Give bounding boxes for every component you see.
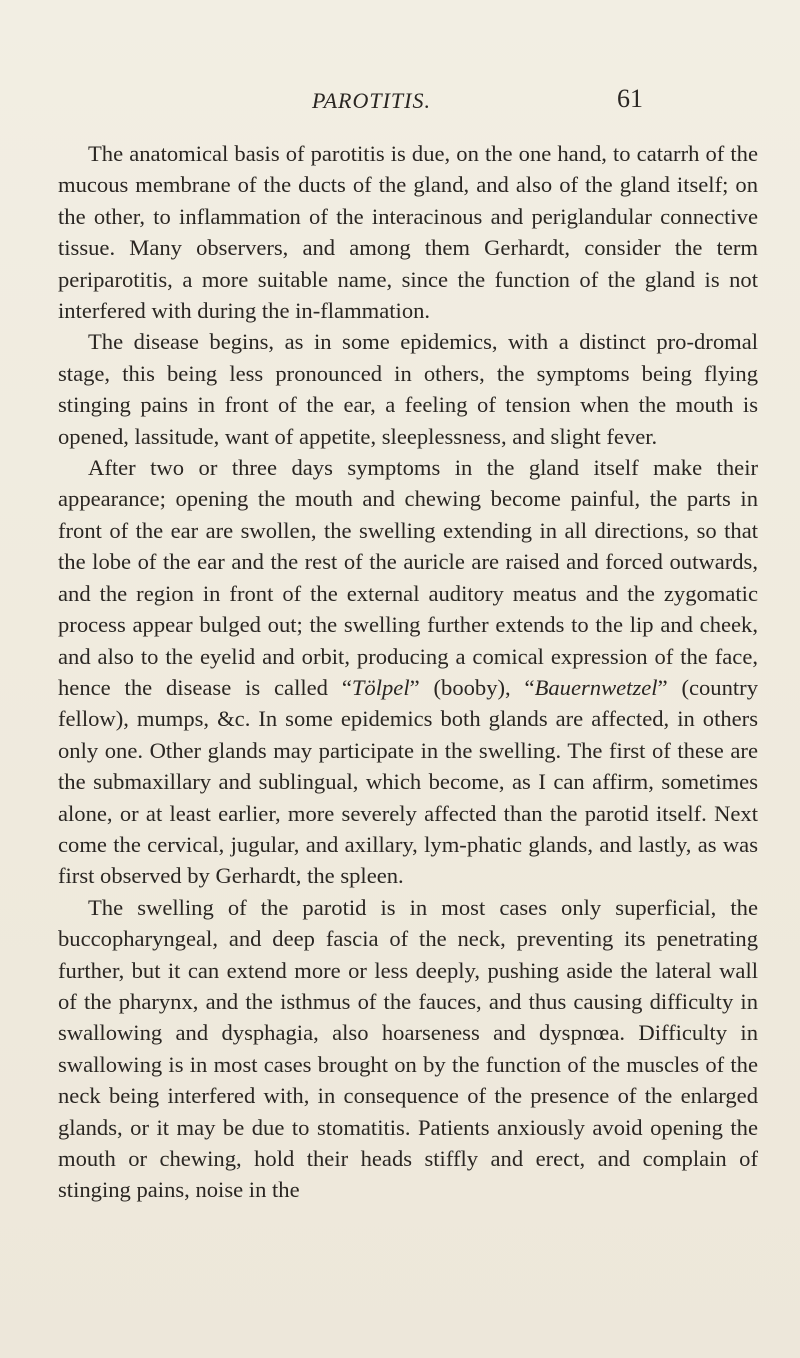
- paragraph-text: ” (booby), “: [409, 674, 535, 700]
- paragraph-text: ” (country fellow), mumps, &c. In some epidemics both glands are affected, in others only one. Other glands may participate in the swelling. The first of these are the submaxillary and sublingual, which become, as I can affirm, sometimes alone, or at least earlier, more severely affected than the parotid itself. Next come the cervical, jugular, and axillary, lym-phatic glands, and lastly, as was first observed by Gerhardt, the spleen.: [58, 674, 758, 889]
- paragraph-gland-symptoms: [58, 452, 758, 892]
- paragraph-anatomical-basis: The anatomical basis of parotitis is due, on the one hand, to catarrh of the mucous membrane of the ducts of the gland, and also of the gland itself; on the other, to inflammation of the interacinous and periglandular connective tissue. Many observers, and among them Gerhardt, consider the term periparotitis, a more suitable name, since the function of the gland is not interfered with during the in-flammation.: [58, 141, 758, 324]
- paragraph-swelling-extent: The swelling of the parotid is in most cases only superficial, the buccopharyngeal, and deep fascia of the neck, preventing its penetrating further, but it can extend more or less deeply, pushing aside the lateral wall of the pharynx, and the isthmus of the fauces, and thus causing difficulty in swallowing and dysphagia, also hoarseness and dyspnœa. Difficulty in swallowing is in most cases brought on by the function of the muscles of the neck being interfered with, in consequence of the presence of the enlarged glands, or it may be due to stomatitis. Patients anxiously avoid opening the mouth or chewing, hold their heads stiffly and erect, and complain of stinging pains, noise in the: [58, 894, 758, 1203]
- page-number: 61: [617, 84, 643, 113]
- page-header: [0, 82, 800, 122]
- paragraph-text: After two or three days symptoms in the gland itself make their appearance; opening the mouth and chewing become painful, the parts in front of the ear are swollen, the swelling extending in all directions, so that the lobe of the ear and the rest of the auricle are raised and forced outwards, and the region in front of the external auditory meatus and the zygomatic process appear bulged out; the swelling further extends to the lip and cheek, and also to the eyelid and orbit, producing a comical expression of the face, hence the disease is called “: [58, 455, 758, 700]
- body-text: [58, 138, 758, 1206]
- paragraph-disease-onset: The disease begins, as in some epidemics, with a distinct pro-dromal stage, this being less pronounced in others, the symptoms being flying stinging pains in front of the ear, a feeling of tension when the mouth is opened, lassitude, want of appetite, sleeplessness, and slight fever.: [58, 329, 758, 449]
- german-term-tolpel: Tölpel: [351, 674, 410, 700]
- running-title: PAROTITIS.: [312, 88, 431, 113]
- german-term-bauernwetzel: Bauernwetzel: [534, 674, 658, 700]
